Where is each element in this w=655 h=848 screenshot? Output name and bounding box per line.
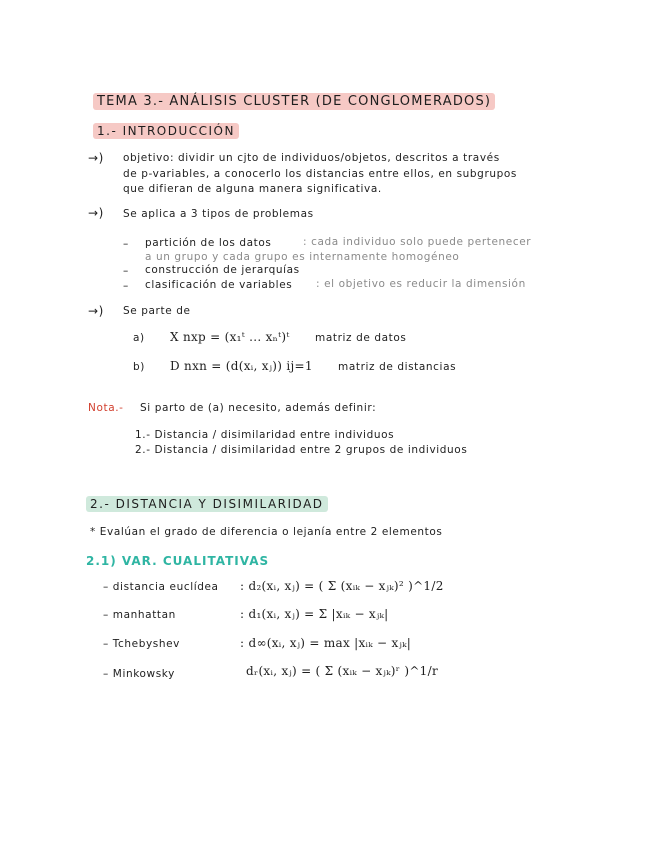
bullet: – (123, 238, 129, 250)
page-title: TEMA 3.- ANÁLISIS CLUSTER (DE CONGLOMERADOS) (93, 93, 495, 110)
arrow-icon: →) (88, 206, 104, 220)
variables-label: clasificación de variables (145, 279, 293, 291)
a-label: a) (133, 332, 145, 344)
section1-heading-wrap (93, 124, 239, 138)
distance-formula-manhattan: : d₁(xᵢ, xⱼ) = Σ |xᵢₖ − xⱼₖ| (240, 607, 389, 621)
section2-subheading: 2.1) VAR. CUALITATIVAS (86, 554, 270, 568)
distance-name-minkowsky: – Minkowsky (103, 668, 175, 680)
arrow-icon: →) (88, 304, 104, 318)
hierarchy-label: construcción de jerarquías (145, 264, 300, 276)
b-label: b) (133, 361, 145, 373)
distance-name-manhattan: – manhattan (103, 609, 176, 621)
b-formula: D nxn = (d(xᵢ, xⱼ)) ij=1 (170, 359, 313, 373)
section2-heading: 2.- DISTANCIA Y DISIMILARIDAD (86, 496, 328, 512)
starts-text: Se parte de (123, 305, 191, 317)
distance-name-tchebyshev: – Tchebyshev (103, 638, 180, 650)
bullet: – (123, 265, 129, 277)
distance-name-euclidean: – distancia euclídea (103, 581, 219, 593)
note-label: Nota.- (88, 402, 124, 414)
partition-note1: : cada individuo solo puede pertenecer (303, 236, 532, 248)
distance-formula-euclidean: : d₂(xᵢ, xⱼ) = ( Σ (xᵢₖ − xⱼₖ)² )^1/2 (240, 579, 444, 593)
objective-line2: de p-variables, a conocerlo los distancias entre ellos, en subgrupos (123, 168, 517, 180)
bullet: – (123, 280, 129, 292)
note-item-2: 2.- Distancia / disimilaridad entre 2 grupos de individuos (135, 444, 468, 456)
a-desc: matriz de datos (315, 332, 407, 344)
objective-line1: objetivo: dividir un cjto de individuos/objetos, descritos a través (123, 152, 500, 164)
variables-note: : el objetivo es reducir la dimensión (316, 278, 526, 290)
note-item-1: 1.- Distancia / disimilaridad entre individuos (135, 429, 395, 441)
note-text: Si parto de (a) necesito, además definir: (140, 402, 377, 414)
arrow-icon: →) (88, 151, 104, 165)
distance-formula-tchebyshev: : d∞(xᵢ, xⱼ) = max |xᵢₖ − xⱼₖ| (240, 636, 412, 650)
section2-intro: * Evalúan el grado de diferencia o lejanía entre 2 elementos (90, 526, 443, 538)
title-wrap (93, 90, 495, 109)
partition-note2: a un grupo y cada grupo es internamente homogéneo (145, 251, 460, 263)
objective-line3: que difieran de alguna manera significativa. (123, 183, 382, 195)
b-desc: matriz de distancias (338, 361, 457, 373)
a-formula: X nxp = (x₁ᵗ ... xₙᵗ)ᵗ (170, 330, 290, 344)
partition-label: partición de los datos (145, 237, 272, 249)
section1-heading: 1.- INTRODUCCIÓN (93, 123, 239, 139)
applies-text: Se aplica a 3 tipos de problemas (123, 208, 314, 220)
section2-heading-wrap (86, 497, 328, 511)
distance-formula-minkowsky: dᵣ(xᵢ, xⱼ) = ( Σ (xᵢₖ − xⱼₖ)ʳ )^1/r (246, 664, 438, 678)
